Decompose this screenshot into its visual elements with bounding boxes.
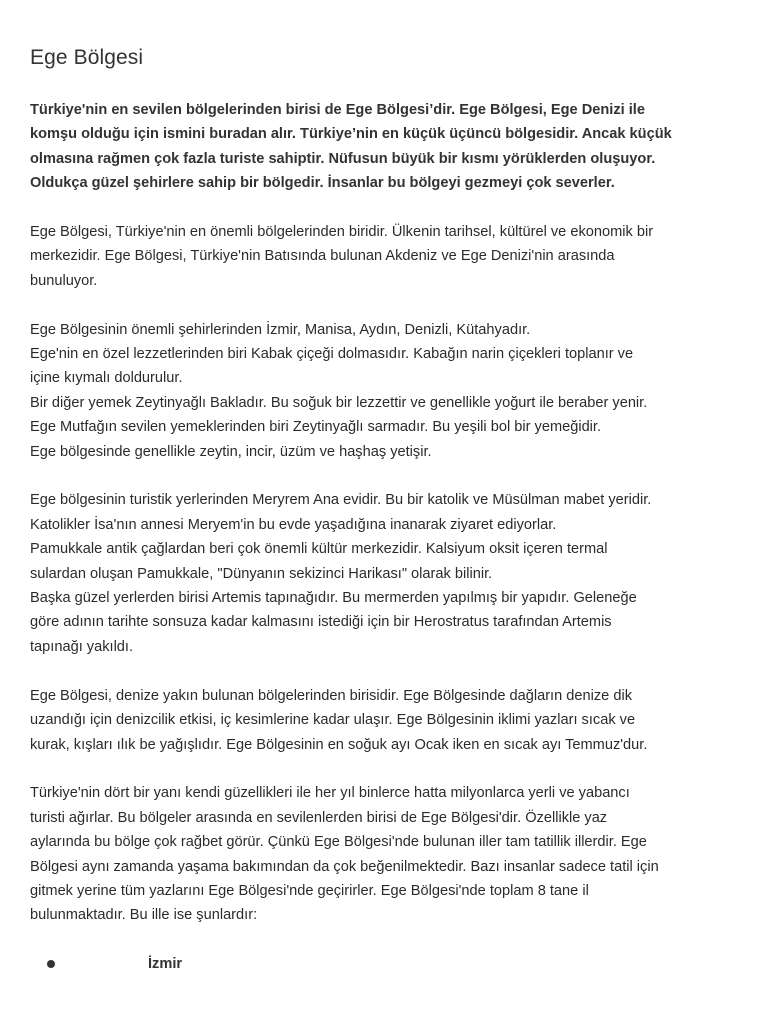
paragraph	[30, 781, 738, 927]
text-line: Ege bölgesinde genellikle zeytin, incir, üzüm ve haşhaş yetişir.	[30, 443, 432, 460]
text-line: Başka güzel yerlerden birisi Artemis tapınağıdır. Bu mermerden yapılmış bir yapıdır. Geleneğe	[30, 590, 637, 607]
text-line: Ege bölgesinin turistik yerlerinden Meryrem Ana evidir. Bu bir katolik ve Müsülman mabet yeridir.	[30, 492, 652, 509]
text-line: tapınağı yakıldı.	[30, 638, 134, 655]
text-line: bulunmaktadır. Bu ille ise şunlardır:	[30, 907, 258, 924]
text-line: Ege Mutfağın sevilen yemeklerinden biri Zeytinyağlı sarmadır. Bu yeşili bol bir yemeğidir.	[30, 419, 602, 436]
text-line: turisti ağırlar. Bu bölgeler arasında en sevilenlerden birisi de Ege Bölgesi'dir. Özellikle yaz	[30, 809, 608, 826]
text-line: komşu olduğu için ismini buradan alır. Türkiye’nin en küçük üçüncü bölgesidir. Ancak küçük	[30, 126, 672, 143]
text-line: Katolikler İsa'nın annesi Meryem'in bu evde yaşadığına inanarak ziyaret ediyorlar.	[30, 516, 557, 533]
text-line: Ege'nin en özel lezzetlerinden biri Kabak çiçeği dolmasıdır. Kabağın narin çiçekleri toplanır ve	[30, 346, 634, 363]
text-line: uzandığı için denizcilik etkisi, iç kesimlerine kadar ulaşır. Ege Bölgesinin iklimi yazları sıcak ve	[30, 712, 636, 729]
text-line: bunuluyor.	[30, 272, 98, 289]
paragraph	[30, 684, 738, 757]
text-line: Ege Bölgesi, denize yakın bulunan bölgelerinden birisidir. Ege Bölgesinde dağların denize dik	[30, 687, 632, 704]
text-line: olmasına rağmen çok fazla turiste sahiptir. Nüfusun büyük bir kısmı yörüklerden oluşuyor.	[30, 150, 656, 167]
document-body	[30, 98, 738, 928]
text-line: Ege Bölgesi, Türkiye'nin en önemli bölgelerinden biridir. Ülkenin tarihsel, kültürel ve ekonomik bir	[30, 224, 654, 241]
paragraph	[30, 488, 738, 659]
paragraph	[30, 220, 738, 293]
text-line: içine kıymalı doldurulur.	[30, 370, 183, 387]
text-line: Türkiye'nin en sevilen bölgelerinden birisi de Ege Bölgesi’dir. Ege Bölgesi, Ege Denizi ile	[30, 102, 645, 118]
text-line: Ege Bölgesinin önemli şehirlerinden İzmir, Manisa, Aydın, Denizli, Kütahyadır.	[30, 321, 531, 338]
intro-paragraph	[30, 98, 738, 196]
text-line: göre adının tarihte sonsuza kadar kalmasını istediği için bir Herostratus tarafından Artemis	[30, 614, 612, 631]
bullet-icon	[47, 960, 55, 968]
text-line: Pamukkale antik çağlardan beri çok önemli kültür merkezidir. Kalsiyum oksit içeren termal	[30, 541, 608, 558]
text-line: Oldukça güzel şehirlere sahip bir bölgedir. İnsanlar bu bölgeyi gezmeyi çok severler.	[30, 175, 615, 192]
text-line: kurak, kışları ılık be yağışlıdır. Ege Bölgesinin en soğuk ayı Ocak iken en sıcak ayı Temmuz'dur.	[30, 736, 648, 753]
city-list	[30, 952, 738, 976]
page-title: Ege Bölgesi	[30, 46, 144, 69]
text-line: aylarında bu bölge çok rağbet görür. Çünkü Ege Bölgesi'nde bulunan iller tam tatillik illerdir. Ege	[30, 834, 647, 851]
text-line: gitmek yerine tüm yazlarını Ege Bölgesi'nde geçirirler. Ege Bölgesi'nde toplam 8 tane il	[30, 882, 589, 899]
text-line: Bir diğer yemek Zeytinyağlı Bakladır. Bu soğuk bir lezzettir ve genellikle yoğurt ile beraber yenir.	[30, 394, 648, 411]
text-line: Bölgesi aynı zamanda yaşama bakımından da çok beğenilmektedir. Bazı insanlar sadece tatil için	[30, 858, 659, 875]
paragraph	[30, 318, 738, 464]
text-line: merkezidir. Ege Bölgesi, Türkiye'nin Batısında bulunan Akdeniz ve Ege Denizi'nin arasında	[30, 248, 615, 265]
text-line: Türkiye'nin dört bir yanı kendi güzellikleri ile her yıl binlerce hatta milyonlarca yerli ve yabancı	[30, 785, 630, 802]
text-line: sulardan oluşan Pamukkale, "Dünyanın sekizinci Harikası" olarak bilinir.	[30, 565, 493, 582]
list-item	[30, 952, 738, 976]
list-item-label: İzmir	[148, 956, 183, 973]
